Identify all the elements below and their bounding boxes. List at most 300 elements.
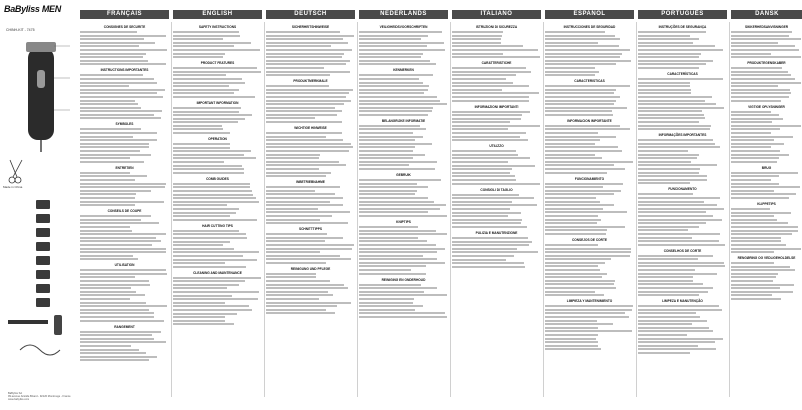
text-line bbox=[173, 150, 251, 152]
text-line bbox=[731, 125, 801, 127]
text-line bbox=[80, 341, 166, 343]
text-line bbox=[638, 352, 690, 354]
text-line bbox=[266, 222, 348, 224]
text-line bbox=[173, 78, 242, 80]
text-line bbox=[359, 143, 432, 145]
text-line bbox=[731, 183, 779, 185]
text-line bbox=[731, 222, 788, 224]
text-line bbox=[452, 128, 508, 130]
text-line bbox=[545, 85, 630, 87]
text-line bbox=[638, 103, 716, 105]
text-line bbox=[80, 74, 143, 76]
text-line bbox=[638, 35, 690, 37]
text-line bbox=[359, 255, 423, 257]
text-line bbox=[173, 255, 243, 257]
text-line bbox=[173, 92, 234, 94]
text-line bbox=[545, 273, 607, 275]
text-line bbox=[731, 262, 774, 264]
text-line bbox=[80, 226, 130, 228]
text-line bbox=[266, 276, 316, 278]
column-português bbox=[638, 22, 727, 397]
text-line bbox=[359, 164, 409, 166]
text-line bbox=[638, 244, 725, 246]
text-line bbox=[731, 35, 789, 37]
section-heading: HAIR CUTTING TIPS bbox=[202, 223, 233, 228]
text-line bbox=[359, 96, 437, 98]
text-line bbox=[80, 287, 131, 289]
text-line bbox=[638, 38, 699, 40]
text-line bbox=[359, 211, 428, 213]
text-line bbox=[173, 42, 251, 44]
text-line bbox=[638, 309, 722, 311]
text-line bbox=[80, 60, 148, 62]
section-heading: CONSEJOS DE CORTE bbox=[571, 237, 608, 242]
text-line bbox=[266, 255, 340, 257]
text-line bbox=[80, 280, 149, 282]
text-line bbox=[452, 136, 520, 138]
text-line bbox=[173, 111, 239, 113]
text-line bbox=[638, 56, 699, 58]
text-line bbox=[452, 31, 503, 33]
text-line bbox=[266, 309, 326, 311]
text-line bbox=[173, 259, 257, 261]
text-line bbox=[80, 201, 164, 203]
text-line bbox=[731, 233, 792, 235]
text-line bbox=[638, 175, 707, 177]
text-line bbox=[173, 165, 242, 167]
column-divider bbox=[729, 22, 730, 397]
section-heading: INBETRIEBNAHME bbox=[296, 180, 325, 185]
text-line bbox=[80, 276, 135, 278]
section-heading: PRODUKTMERKMALE bbox=[293, 79, 328, 84]
text-line bbox=[545, 154, 595, 156]
text-line bbox=[638, 323, 692, 325]
text-line bbox=[266, 60, 350, 62]
text-line bbox=[638, 161, 691, 163]
text-line bbox=[80, 136, 133, 138]
text-line bbox=[173, 241, 230, 243]
text-line bbox=[638, 305, 719, 307]
text-line bbox=[731, 136, 793, 138]
text-line bbox=[638, 114, 704, 116]
section-heading: SIKKERHEDSANVISNINGER bbox=[744, 25, 789, 29]
text-line bbox=[545, 42, 598, 44]
model-number: CHINH-KIT - 7475 bbox=[6, 28, 35, 32]
text-line bbox=[638, 164, 717, 166]
text-line bbox=[80, 269, 166, 271]
text-line bbox=[452, 161, 508, 163]
text-line bbox=[266, 262, 326, 264]
column-nederlands bbox=[359, 22, 448, 397]
text-line bbox=[266, 132, 342, 134]
text-line bbox=[266, 186, 340, 188]
column-divider bbox=[264, 22, 265, 397]
text-line bbox=[731, 208, 770, 210]
tab-francais: FRANÇAIS bbox=[80, 10, 169, 19]
text-line bbox=[545, 139, 600, 141]
text-line bbox=[359, 110, 432, 112]
text-line bbox=[80, 197, 135, 199]
text-line bbox=[731, 240, 781, 242]
text-line bbox=[545, 233, 606, 235]
text-line bbox=[359, 89, 428, 91]
text-line bbox=[266, 71, 350, 73]
section-heading: INSTRUCTIONS IMPORTANTES bbox=[100, 68, 149, 73]
tab-italiano: ITALIANO bbox=[452, 10, 541, 19]
text-line bbox=[545, 150, 622, 152]
text-line bbox=[359, 294, 447, 296]
text-line bbox=[80, 338, 154, 340]
section-heading: WICHTIGE HINWEISE bbox=[294, 126, 327, 131]
text-line bbox=[359, 49, 445, 51]
section-heading: INFORMACION IMPORTANTE bbox=[567, 118, 612, 123]
text-line bbox=[359, 78, 419, 80]
text-line bbox=[359, 92, 424, 94]
section-heading: CLEANING AND MAINTENANCE bbox=[193, 270, 242, 275]
text-line bbox=[266, 154, 320, 156]
column-español bbox=[545, 22, 634, 397]
text-line bbox=[173, 197, 256, 199]
text-line bbox=[80, 128, 141, 130]
text-line bbox=[731, 53, 771, 55]
text-line bbox=[173, 320, 225, 322]
section-heading: LIMPEZA E MANUTENÇÃO bbox=[662, 299, 703, 304]
text-line bbox=[359, 125, 420, 127]
text-line bbox=[266, 56, 342, 58]
text-line bbox=[266, 208, 318, 210]
brand-logo: BaByliss MEN bbox=[4, 4, 61, 14]
text-line bbox=[80, 237, 156, 239]
text-line bbox=[359, 273, 426, 275]
text-line bbox=[173, 45, 234, 47]
text-line bbox=[173, 208, 239, 210]
text-line bbox=[80, 117, 161, 119]
text-line bbox=[545, 92, 614, 94]
text-line bbox=[452, 71, 531, 73]
text-line bbox=[80, 193, 136, 195]
text-line bbox=[452, 197, 534, 199]
text-line bbox=[173, 107, 241, 109]
text-line bbox=[545, 330, 632, 332]
text-line bbox=[638, 49, 723, 51]
text-line bbox=[731, 237, 781, 239]
text-line bbox=[359, 114, 428, 116]
tab-deutsch: DEUTSCH bbox=[266, 10, 355, 19]
text-line bbox=[173, 298, 258, 300]
text-line bbox=[80, 110, 162, 112]
text-line bbox=[452, 74, 516, 76]
section-heading: RENGØRING OG VEDLIGEHOLDELSE bbox=[737, 256, 796, 261]
text-line bbox=[80, 320, 164, 322]
text-line bbox=[545, 287, 616, 289]
text-line bbox=[545, 103, 614, 105]
text-line bbox=[359, 85, 429, 87]
text-line bbox=[452, 111, 530, 113]
text-line bbox=[359, 204, 446, 206]
text-line bbox=[266, 139, 343, 141]
text-line bbox=[452, 237, 528, 239]
text-line bbox=[545, 305, 633, 307]
text-line bbox=[80, 258, 138, 260]
text-line bbox=[80, 316, 154, 318]
section-heading: KNIPTIPS bbox=[396, 219, 411, 224]
section-heading: INSTRUÇÕES DE SEGURANÇA bbox=[658, 25, 707, 29]
text-line bbox=[638, 204, 717, 206]
text-line bbox=[359, 136, 423, 138]
text-line bbox=[266, 92, 349, 94]
text-line bbox=[80, 359, 149, 361]
text-line bbox=[545, 67, 595, 69]
section-heading: REINIGUNG UND PFLEGE bbox=[290, 266, 331, 271]
text-line bbox=[731, 128, 780, 130]
text-line bbox=[545, 190, 621, 192]
text-line bbox=[80, 143, 149, 145]
text-line bbox=[173, 118, 245, 120]
text-line bbox=[266, 143, 351, 145]
text-line bbox=[173, 280, 245, 282]
text-line bbox=[452, 194, 519, 196]
text-line bbox=[173, 305, 249, 307]
text-line bbox=[545, 291, 595, 293]
text-line bbox=[266, 302, 351, 304]
text-line bbox=[266, 164, 346, 166]
text-line bbox=[80, 183, 166, 185]
text-line bbox=[266, 172, 331, 174]
text-line bbox=[452, 157, 530, 159]
text-line bbox=[173, 302, 225, 304]
text-line bbox=[359, 309, 415, 311]
column-divider bbox=[636, 22, 637, 397]
text-line bbox=[731, 244, 786, 246]
text-line bbox=[452, 175, 515, 177]
text-line bbox=[173, 204, 227, 206]
text-line bbox=[266, 298, 319, 300]
text-line bbox=[638, 273, 717, 275]
text-line bbox=[545, 136, 616, 138]
text-line bbox=[80, 309, 149, 311]
text-line bbox=[545, 114, 613, 116]
text-line bbox=[545, 338, 596, 340]
text-line bbox=[545, 164, 614, 166]
text-line bbox=[173, 121, 238, 123]
text-line bbox=[545, 193, 614, 195]
text-line bbox=[638, 211, 706, 213]
text-line bbox=[638, 269, 695, 271]
text-line bbox=[266, 287, 348, 289]
text-line bbox=[80, 45, 139, 47]
text-line bbox=[359, 251, 437, 253]
text-line bbox=[452, 53, 503, 55]
text-line bbox=[545, 38, 620, 40]
text-line bbox=[266, 45, 331, 47]
text-line bbox=[173, 251, 259, 253]
text-line bbox=[638, 63, 706, 65]
text-line bbox=[173, 125, 222, 127]
tab-portugues: PORTUGUÊS bbox=[638, 10, 727, 19]
text-line bbox=[266, 175, 326, 177]
text-line bbox=[545, 132, 598, 134]
text-line bbox=[359, 146, 415, 148]
text-line bbox=[545, 258, 611, 260]
text-line bbox=[452, 35, 502, 37]
text-line bbox=[638, 107, 724, 109]
text-line bbox=[731, 219, 777, 221]
section-heading: PRODUKTEGENSKABER bbox=[747, 61, 786, 66]
text-line bbox=[266, 305, 337, 307]
text-line bbox=[80, 154, 151, 156]
text-line bbox=[359, 193, 415, 195]
text-line bbox=[545, 215, 598, 217]
text-line bbox=[731, 96, 789, 98]
text-line bbox=[80, 103, 138, 105]
text-line bbox=[638, 215, 713, 217]
text-line bbox=[731, 38, 801, 40]
text-line bbox=[452, 38, 501, 40]
text-line bbox=[731, 78, 795, 80]
text-line bbox=[173, 291, 259, 293]
text-line bbox=[266, 237, 343, 239]
column-english bbox=[173, 22, 262, 397]
text-line bbox=[359, 287, 437, 289]
text-line bbox=[545, 146, 618, 148]
text-line bbox=[545, 211, 627, 213]
text-line bbox=[452, 255, 514, 257]
text-line bbox=[638, 229, 688, 231]
text-line bbox=[452, 179, 516, 181]
text-line bbox=[173, 157, 256, 159]
text-line bbox=[359, 168, 435, 170]
brush-icon bbox=[54, 315, 62, 335]
text-line bbox=[80, 215, 151, 217]
text-line bbox=[731, 266, 790, 268]
text-line bbox=[359, 302, 413, 304]
text-line bbox=[545, 251, 631, 253]
text-line bbox=[80, 356, 157, 358]
text-line bbox=[266, 294, 333, 296]
text-line bbox=[266, 110, 342, 112]
text-line bbox=[173, 35, 240, 37]
text-line bbox=[359, 128, 426, 130]
text-line bbox=[731, 139, 774, 141]
text-line bbox=[266, 42, 348, 44]
text-line bbox=[80, 251, 166, 253]
text-line bbox=[266, 53, 344, 55]
text-line bbox=[731, 193, 796, 195]
text-line bbox=[638, 348, 716, 350]
section-heading: SAFETY INSTRUCTIONS bbox=[198, 25, 237, 29]
text-line bbox=[80, 56, 143, 58]
text-line bbox=[359, 132, 413, 134]
comb-guides bbox=[36, 200, 50, 307]
text-line bbox=[545, 255, 630, 257]
text-line bbox=[452, 150, 516, 152]
section-heading: KLIPPETIPS bbox=[757, 201, 776, 206]
text-line bbox=[266, 284, 344, 286]
text-line bbox=[545, 186, 603, 188]
text-line bbox=[173, 56, 223, 58]
text-line bbox=[80, 331, 161, 333]
text-line bbox=[545, 45, 619, 47]
text-line bbox=[359, 226, 418, 228]
text-line bbox=[266, 251, 320, 253]
text-line bbox=[731, 114, 779, 116]
text-line bbox=[731, 67, 782, 69]
text-line bbox=[545, 96, 620, 98]
text-line bbox=[80, 291, 136, 293]
text-line bbox=[545, 265, 598, 267]
section-heading: ENTRETIEN bbox=[115, 165, 134, 170]
text-line bbox=[638, 117, 705, 119]
text-line bbox=[452, 208, 510, 210]
text-line bbox=[173, 132, 230, 134]
section-heading: CONSELHOS DE CORTE bbox=[663, 248, 702, 253]
text-line bbox=[545, 262, 605, 264]
text-line bbox=[731, 74, 791, 76]
text-line bbox=[545, 219, 601, 221]
text-line bbox=[638, 276, 693, 278]
section-heading: VEILIGHEIDSVOORSCHRIFTEN bbox=[379, 25, 428, 29]
footer-address: BaByliss SA 99 avenue Aristide Briand - 92120 Montrouge - France www.babyliss.com bbox=[8, 392, 71, 401]
text-line bbox=[638, 222, 706, 224]
text-line bbox=[173, 183, 250, 185]
text-line bbox=[638, 100, 705, 102]
language-bar bbox=[35, 10, 802, 19]
tab-english: ENGLISH bbox=[173, 10, 262, 19]
text-line bbox=[452, 259, 506, 261]
text-line bbox=[359, 107, 433, 109]
text-line bbox=[80, 82, 157, 84]
text-line bbox=[638, 82, 690, 84]
text-line bbox=[452, 183, 540, 185]
text-line bbox=[173, 284, 239, 286]
text-line bbox=[452, 201, 512, 203]
text-line bbox=[731, 226, 798, 228]
text-line bbox=[638, 283, 703, 285]
text-line bbox=[731, 89, 790, 91]
text-line bbox=[545, 323, 613, 325]
text-line bbox=[359, 201, 434, 203]
text-line bbox=[638, 45, 715, 47]
text-line bbox=[638, 316, 700, 318]
text-line bbox=[545, 244, 598, 246]
text-line bbox=[80, 38, 144, 40]
text-line bbox=[638, 139, 713, 141]
text-line bbox=[359, 139, 415, 141]
text-line bbox=[173, 212, 236, 214]
text-line bbox=[173, 82, 245, 84]
text-line bbox=[359, 316, 447, 318]
section-heading: CONSEILS DE COUPE bbox=[107, 209, 142, 214]
column-français bbox=[80, 22, 169, 397]
section-heading: CONSIGLI DI TAGLIO bbox=[480, 187, 513, 192]
text-line bbox=[173, 161, 224, 163]
text-line bbox=[80, 345, 131, 347]
text-line bbox=[731, 273, 778, 275]
text-line bbox=[731, 71, 788, 73]
text-line bbox=[452, 248, 517, 250]
text-line bbox=[545, 35, 615, 37]
text-line bbox=[359, 237, 418, 239]
comb-icon bbox=[8, 320, 48, 324]
text-line bbox=[266, 219, 320, 221]
text-line bbox=[80, 222, 159, 224]
text-line bbox=[731, 132, 771, 134]
text-line bbox=[731, 215, 774, 217]
text-line bbox=[452, 49, 538, 51]
section-heading: PRODUCT FEATURES bbox=[200, 61, 235, 66]
section-heading: INFORMAZIONI IMPORTANTI bbox=[474, 104, 519, 109]
text-line bbox=[359, 60, 430, 62]
